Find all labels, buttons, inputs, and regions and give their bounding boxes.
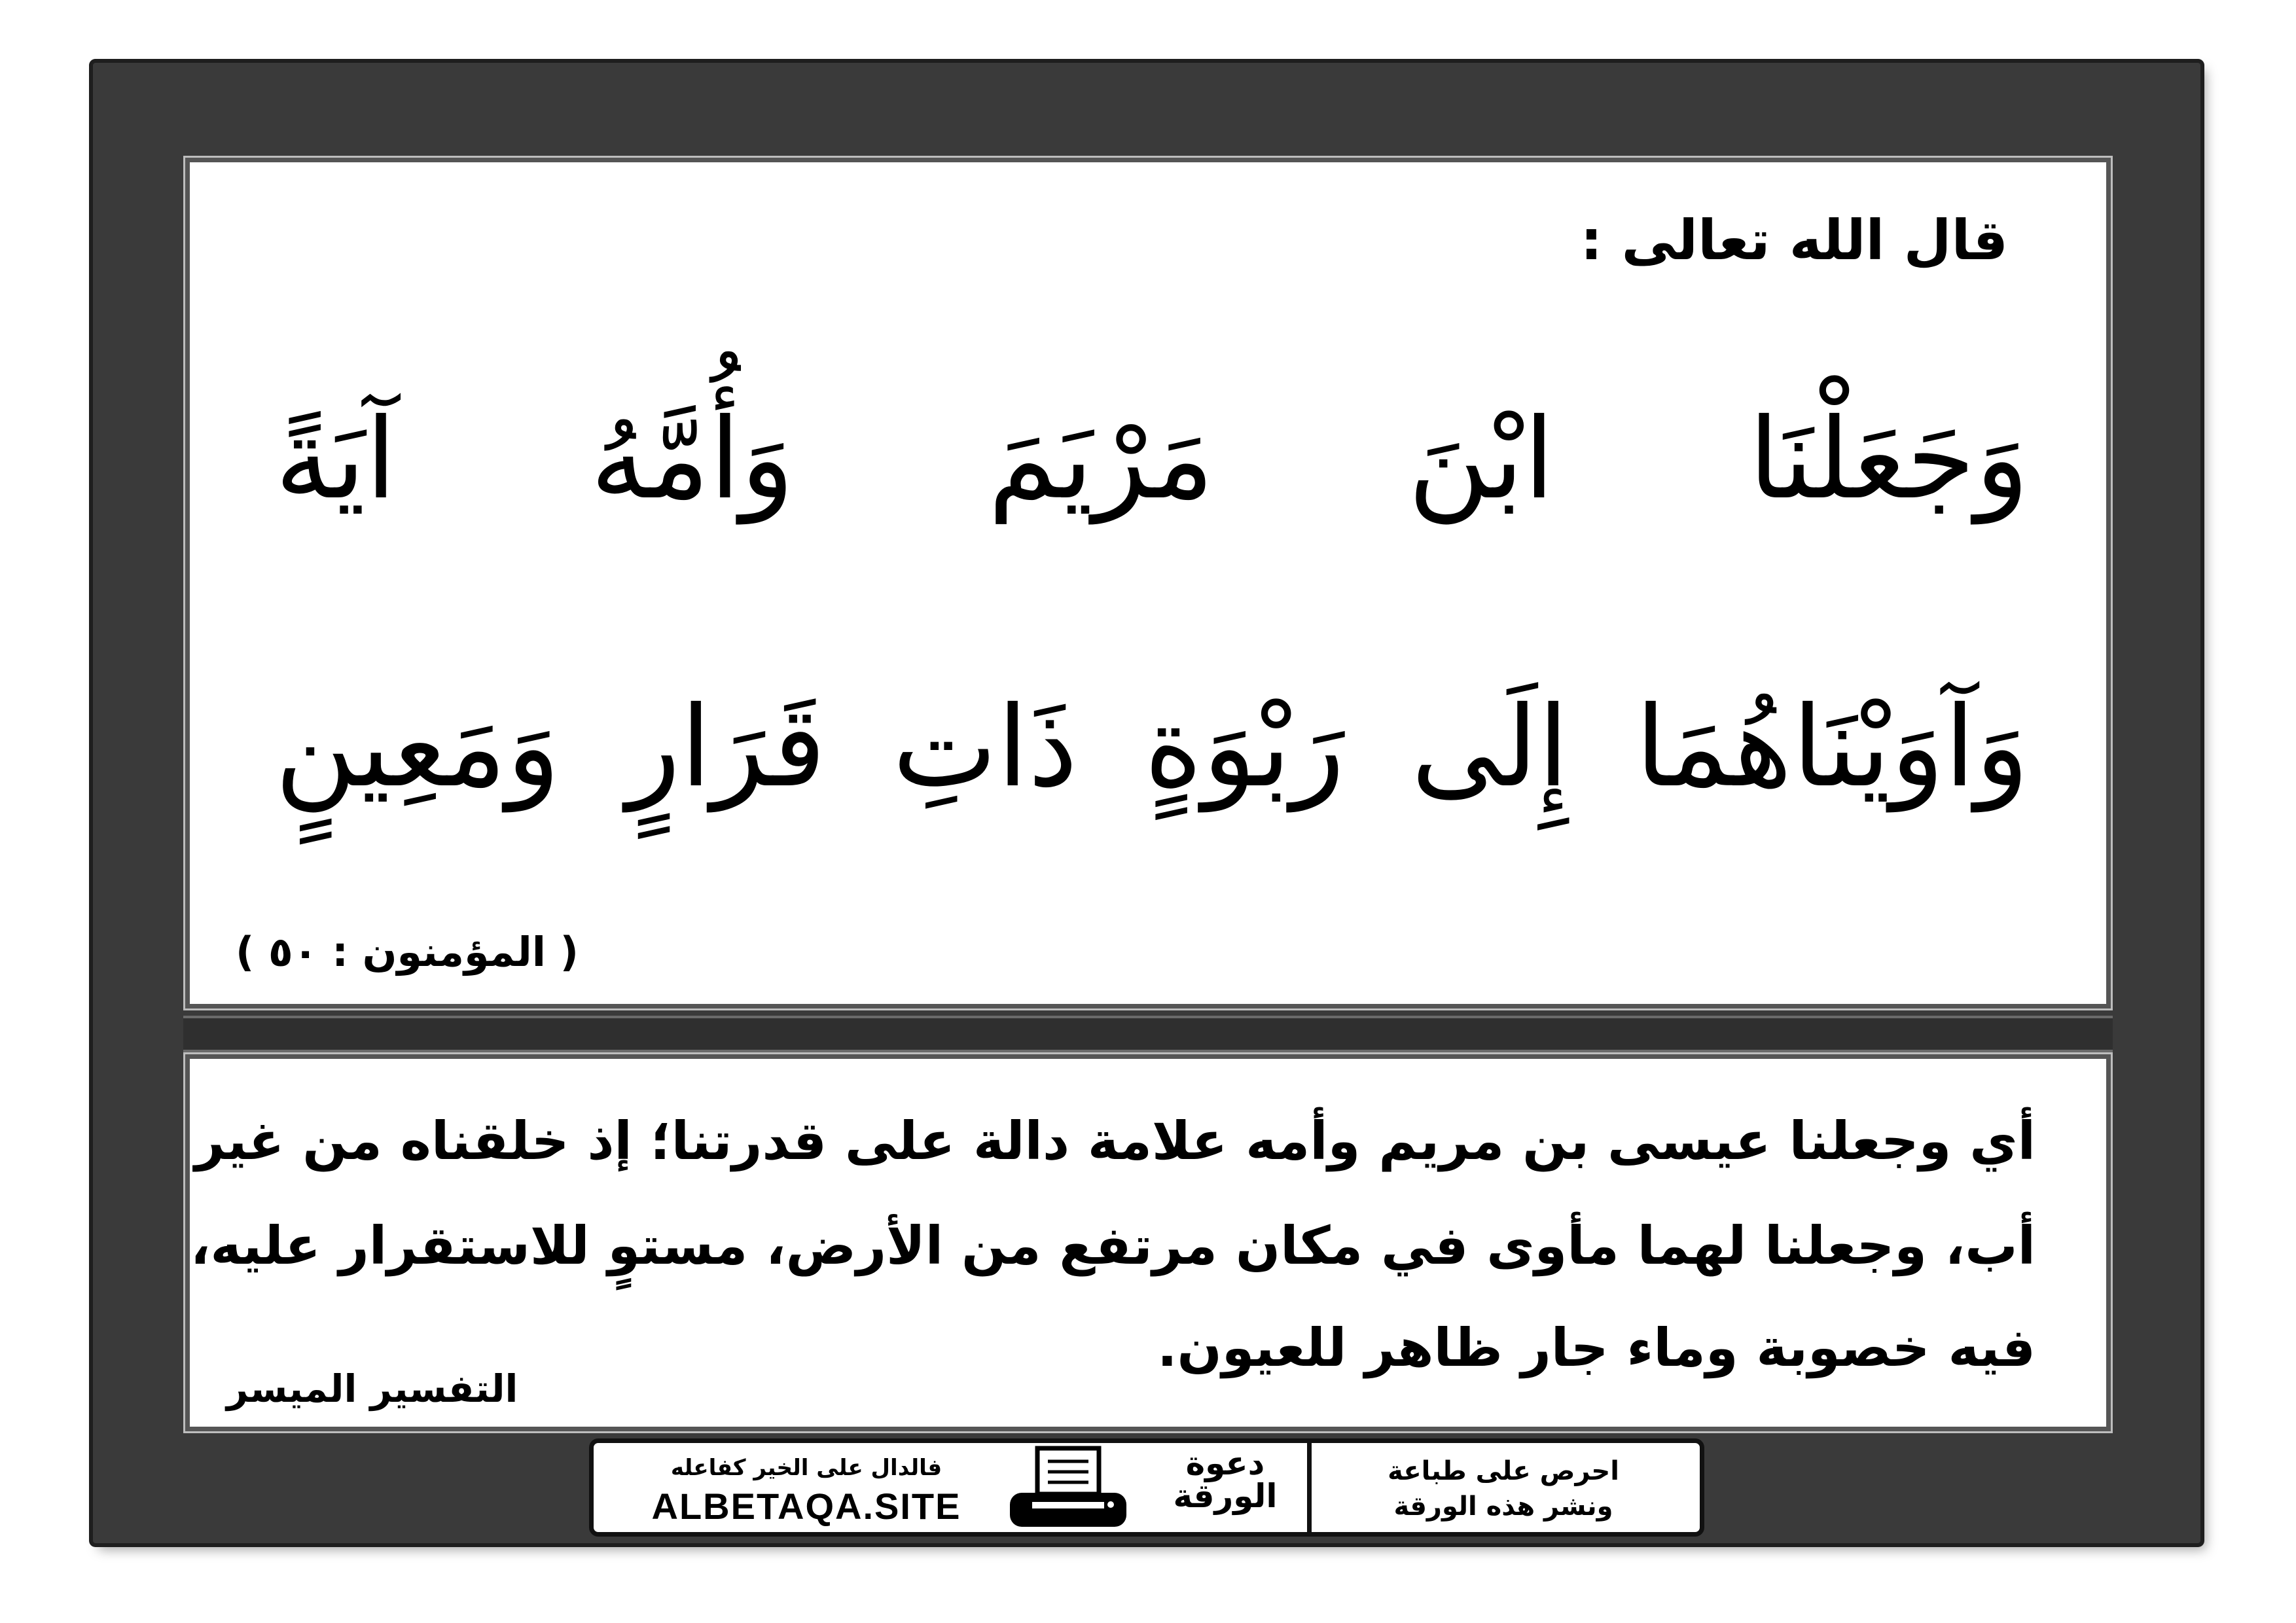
printer-icon: [1006, 1446, 1130, 1531]
footer-site-block: [613, 1451, 999, 1529]
tafsir-line-1: أي وجعلنا عيسى بن مريم وأمه علامة دالة على قدرتنا؛ إذ خلقناه من غير: [194, 1111, 2036, 1171]
verse-panel: [183, 156, 2113, 1010]
tafsir-line-3: فيه خصوبة وماء جار ظاهر للعيون.: [1157, 1317, 2036, 1378]
footer-print-note: [1333, 1454, 1674, 1524]
panel-separator: [183, 1016, 2113, 1052]
footer-site-link[interactable]: ALBETAQA.SITE: [651, 1486, 961, 1527]
tafsir-line-2: أب، وجعلنا لهما مأوى في مكان مرتفع من الأرض، مستوٍ للاستقرار عليه،: [190, 1215, 2036, 1276]
verse-intro: قال الله تعالى :: [1580, 208, 2008, 272]
print-note-line-1: احرص على طباعة: [1388, 1456, 1619, 1486]
verse-reference: ( المؤمنون : ٥٠ ): [236, 928, 579, 976]
logo-word-2: الورقة: [1173, 1477, 1278, 1515]
dawa-logo: [1157, 1444, 1294, 1529]
verse-line-2: وَآوَيْنَاهُمَا إِلَى رَبْوَةٍ ذَاتِ قَرَارٍ وَمَعِينٍ: [275, 683, 2029, 812]
verse-line-1: وَجَعَلْنَا ابْنَ مَرْيَمَ وَأُمَّهُ آيَةً: [275, 395, 2029, 524]
footer-band: [589, 1438, 1704, 1537]
logo-word-1: دعوة: [1185, 1444, 1265, 1482]
footer-slogan: فالدال على الخير كفاعله: [670, 1455, 942, 1481]
footer-divider: [1307, 1443, 1312, 1532]
print-note-line-2: ونشر هذه الورقة: [1393, 1491, 1613, 1522]
tafsir-source: التفسير الميسر: [226, 1366, 518, 1411]
